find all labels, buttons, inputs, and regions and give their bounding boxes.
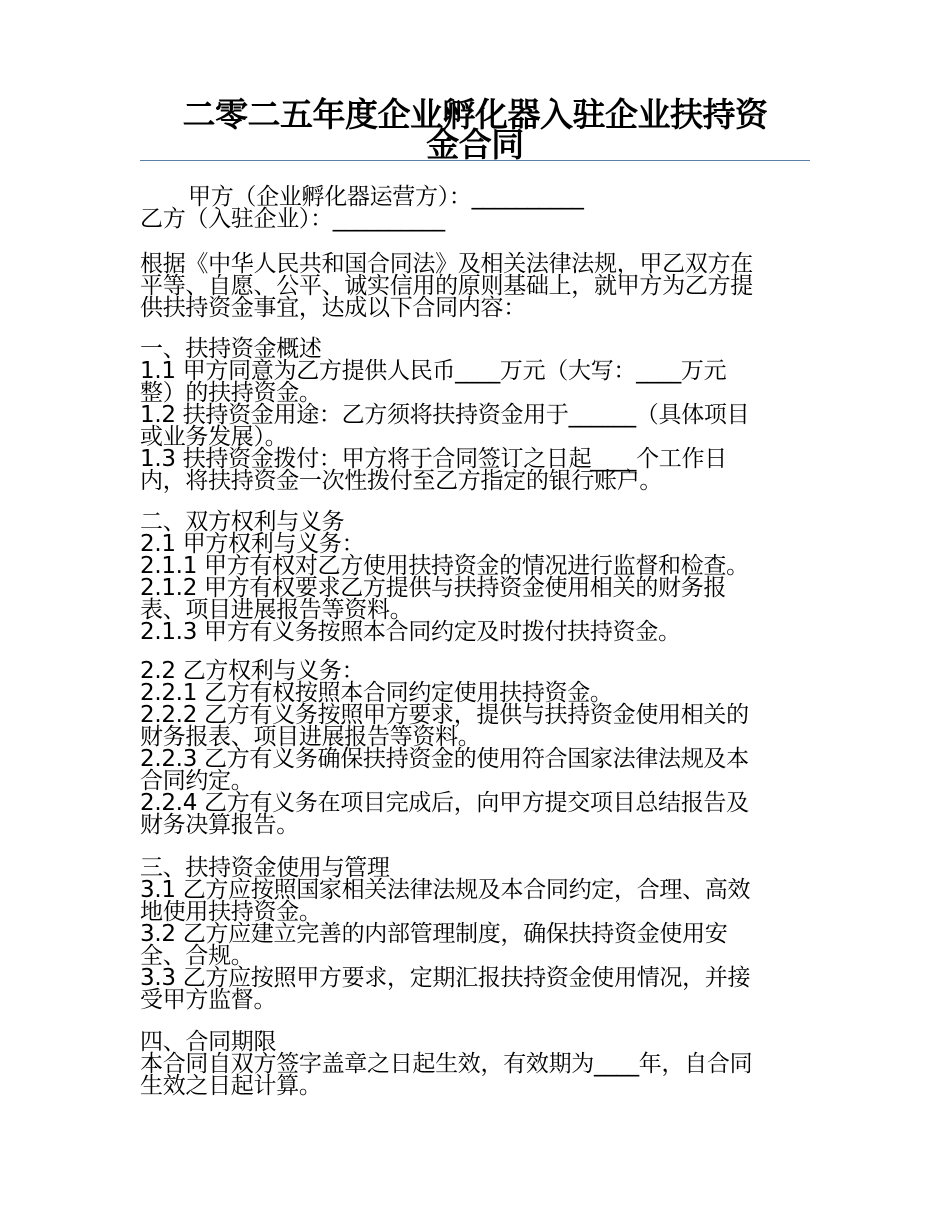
clause-line: 3.2 乙方应建立完善的内部管理制度，确保扶持资金使用安	[140, 921, 728, 947]
clause-line: 生效之日起计算。	[140, 1073, 322, 1099]
document-title	[140, 95, 810, 164]
clause-line: 2.2.1 乙方有权按照本合同约定使用扶持资金。	[140, 680, 613, 706]
section-heading: 四、合同期限	[140, 1029, 277, 1055]
clause-line: 内，将扶持资金一次性拨付至乙方指定的银行账户。	[140, 468, 663, 494]
party-b-line: 乙方（入驻企业）：__________	[140, 206, 445, 232]
clause-line: 2.1.3 甲方有义务按照本合同约定及时拨付扶持资金。	[140, 619, 681, 645]
clause-line: 全、合规。	[140, 943, 254, 969]
title-line: 金合同	[426, 125, 524, 164]
section-heading: 三、扶持资金使用与管理	[140, 855, 390, 881]
clause-line: 财务报表、项目进展报告等资料。	[140, 724, 481, 750]
clause-line: 受甲方监督。	[140, 987, 277, 1013]
clause-line: 本合同自双方签字盖章之日起生效，有效期为____年，自合同	[140, 1051, 753, 1077]
preamble-line: 供扶持资金事宜，达成以下合同内容：	[140, 295, 526, 321]
clause-line: 3.3 乙方应按照甲方要求，定期汇报扶持资金使用情况，并接	[140, 965, 751, 991]
section-2b	[140, 660, 810, 836]
section-4	[140, 1031, 810, 1097]
party-a-line: 甲方（企业孵化器运营方）：__________	[188, 184, 584, 210]
section-3	[140, 857, 810, 1011]
clause-line: 2.2 乙方权利与义务：	[140, 658, 365, 684]
clause-line: 2.1 甲方权利与义务：	[140, 531, 365, 557]
clause-line: 2.2.2 乙方有义务按照甲方要求，提供与扶持资金使用相关的	[140, 702, 749, 728]
section-1	[140, 338, 810, 492]
preamble-line: 平等、自愿、公平、诚实信用的原则基础上，就甲方为乙方提	[140, 273, 753, 299]
clause-line: 财务决算报告。	[140, 812, 299, 838]
clause-line: 3.1 乙方应按照国家相关法律法规及本合同约定，合理、高效	[140, 877, 751, 903]
section-2a	[140, 511, 810, 643]
clause-line: 1.3 扶持资金拨付：甲方将于合同签订之日起____个工作日	[140, 446, 727, 472]
clause-line: 2.1.2 甲方有权要求乙方提供与扶持资金使用相关的财务报	[140, 575, 727, 601]
section-heading: 一、扶持资金概述	[140, 336, 322, 362]
clause-line: 2.1.1 甲方有权对乙方使用扶持资金的情况进行监督和检查。	[140, 553, 749, 579]
clause-line: 整）的扶持资金。	[140, 380, 322, 406]
clause-line: 合同约定。	[140, 768, 254, 794]
clause-line: 1.2 扶持资金用途：乙方须将扶持资金用于______（具体项目	[140, 402, 750, 428]
title-divider	[140, 160, 810, 161]
clause-line: 或业务发展）。	[140, 424, 288, 450]
clause-line: 表、项目进展报告等资料。	[140, 597, 413, 623]
clause-line: 2.2.3 乙方有义务确保扶持资金的使用符合国家法律法规及本	[140, 746, 749, 772]
clause-line: 地使用扶持资金。	[140, 899, 322, 925]
section-heading: 二、双方权利与义务	[140, 509, 345, 535]
clause-line: 1.1 甲方同意为乙方提供人民币____万元（大写：____万元	[140, 358, 727, 384]
preamble-line: 根据《中华人民共和国合同法》及相关法律法规，甲乙双方在	[140, 251, 753, 277]
parties-block	[140, 186, 810, 230]
preamble-paragraph	[140, 253, 810, 319]
title-line: 二零二五年度企业孵化器入驻企业扶持资	[182, 95, 768, 134]
clause-line: 2.2.4 乙方有义务在项目完成后，向甲方提交项目总结报告及	[140, 790, 749, 816]
